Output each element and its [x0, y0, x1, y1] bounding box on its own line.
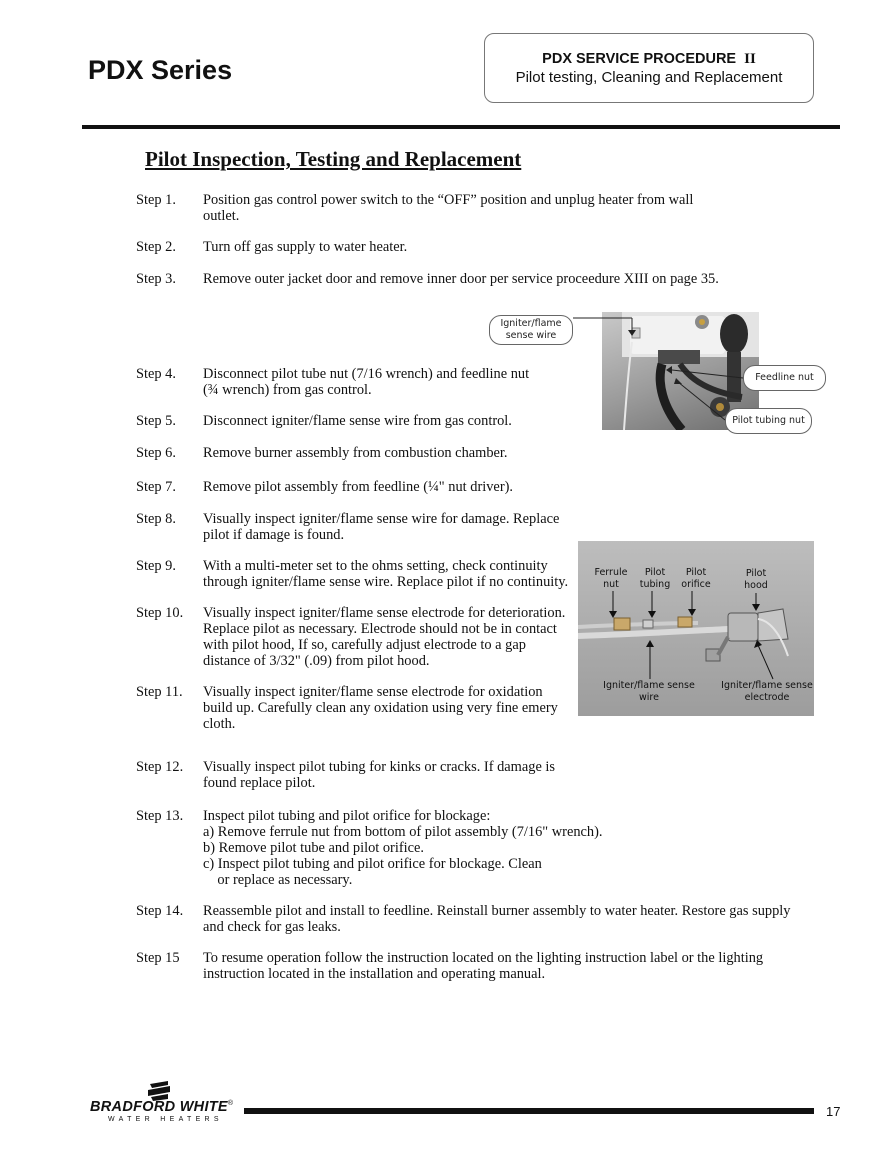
step-text: Reassemble pilot and install to feedline. Reinstall burner assembly to water heater. Restore gas supply [203, 903, 791, 919]
label-ferrule-line1: Ferrule [594, 567, 628, 578]
step-text: Position gas control power switch to the “OFF” position and unplug heater from wall [203, 192, 694, 208]
step-text: Remove pilot assembly from feedline (¼" nut driver). [203, 479, 513, 495]
step-text: Visually inspect igniter/flame sense electrode for oxidation [203, 684, 543, 700]
step-text: and check for gas leaks. [203, 919, 341, 935]
step-text: c) Inspect pilot tubing and pilot orifice for blockage. Clean [203, 856, 542, 872]
step-text: Replace pilot as necessary. Electrode should not be in contact [203, 621, 557, 637]
step-number: Step 9. [136, 558, 176, 574]
procedure-title-line [485, 51, 813, 68]
step-text: Visually inspect pilot tubing for kinks or cracks. If damage is [203, 759, 556, 775]
step-text: Remove outer jacket door and remove inner door per service proceedure XIII on page 35. [203, 271, 719, 287]
step-text: Visually inspect igniter/flame sense electrode for deterioration. [203, 605, 566, 621]
page-number: 17 [826, 1104, 841, 1119]
label-igniter-electrode [719, 680, 815, 704]
label-orifice-line1: Pilot [685, 567, 707, 578]
step-text: with pilot hood, If so, carefully adjust electrode to a gap [203, 637, 526, 653]
label-hood-line1: Pilot [745, 568, 767, 579]
step-text: To resume operation follow the instruction located on the lighting instruction label or the lighting [203, 950, 764, 966]
label-electrode-line2: electrode [744, 692, 790, 703]
step-number: Step 10. [136, 605, 184, 621]
procedure-box [484, 33, 814, 103]
series-title: PDX Series [88, 55, 233, 85]
step-text: a) Remove ferrule nut from bottom of pilot assembly (7/16" wrench). [203, 824, 603, 840]
label-tubing-line2: tubing [639, 579, 671, 590]
step-text: cloth. [203, 716, 236, 732]
procedure-title: PDX SERVICE PROCEDURE [542, 51, 737, 67]
label-ferrule-line2: nut [603, 579, 619, 590]
step-text: Turn off gas supply to water heater. [203, 239, 408, 255]
label-hood-line2: hood [744, 580, 768, 591]
step-number: Step 5. [136, 413, 176, 429]
procedure-number: II [744, 51, 756, 67]
step-text: Remove burner assembly from combustion chamber. [203, 445, 508, 461]
callout-feedline-nut: Feedline nut [743, 365, 826, 391]
step-text: build up. Carefully clean any oxidation using very fine emery [203, 700, 558, 716]
step-number: Step 12. [136, 759, 184, 775]
step-number: Step 3. [136, 271, 176, 287]
step-number: Step 13. [136, 808, 184, 824]
procedure-subtitle: Pilot testing, Cleaning and Replacement [515, 69, 783, 86]
step-number: Step 6. [136, 445, 176, 461]
section-heading: Pilot Inspection, Testing and Replacement [145, 147, 522, 171]
step-number: Step 11. [136, 684, 183, 700]
step-text: Inspect pilot tubing and pilot orifice for blockage: [203, 808, 491, 824]
label-electrode-line1: Igniter/flame sense [721, 680, 813, 691]
callout-pilot-tubing-nut: Pilot tubing nut [725, 408, 812, 434]
step-text: through igniter/flame sense wire. Replace pilot if no continuity. [203, 574, 569, 590]
step-number: Step 8. [136, 511, 176, 527]
brand-registered: ® [227, 1100, 234, 1108]
step-text: outlet. [203, 208, 240, 224]
label-tubing-line1: Pilot [644, 567, 666, 578]
brand-tagline: WATER HEATERS [108, 1116, 223, 1123]
header-rule [82, 125, 840, 129]
step-text: distance of 3/32" (.09) from pilot hood. [203, 653, 430, 669]
callout-igniter-wire [489, 315, 573, 345]
step-number: Step 14. [136, 903, 184, 919]
step-text: Visually inspect igniter/flame sense wire for damage. Replace [203, 511, 560, 527]
label-orifice-line2: orifice [681, 579, 711, 590]
step-number: Step 4. [136, 366, 176, 382]
brand-name: BRADFORD WHITE [90, 1099, 228, 1115]
label-ferrule-nut [590, 567, 632, 591]
step-text: b) Remove pilot tube and pilot orifice. [203, 840, 425, 856]
label-pilot-hood [738, 568, 774, 592]
callout-igniter-line1: Igniter/flame [500, 318, 562, 329]
brand-wordmark [90, 1099, 233, 1115]
label-pilot-tubing [636, 567, 674, 591]
step-number: Step 15 [136, 950, 180, 966]
step-text: or replace as necessary. [203, 872, 353, 888]
label-igniter-wire [601, 680, 697, 704]
label-wire-line2: wire [639, 692, 659, 703]
step-text: pilot if damage is found. [203, 527, 345, 543]
step-text: (¾ wrench) from gas control. [203, 382, 372, 398]
step-text: With a multi-meter set to the ohms setting, check continuity [203, 558, 548, 574]
footer-rule [244, 1108, 814, 1114]
step-text: Disconnect pilot tube nut (7/16 wrench) and feedline nut [203, 366, 530, 382]
callout-igniter-line2: sense wire [505, 330, 557, 341]
label-wire-line1: Igniter/flame sense [603, 680, 695, 691]
label-pilot-orifice [676, 567, 716, 591]
step-number: Step 7. [136, 479, 176, 495]
step-text: Disconnect igniter/flame sense wire from gas control. [203, 413, 512, 429]
step-text: instruction located in the installation and operating manual. [203, 966, 546, 982]
step-number: Step 1. [136, 192, 176, 208]
step-number: Step 2. [136, 239, 176, 255]
step-text: found replace pilot. [203, 775, 316, 791]
